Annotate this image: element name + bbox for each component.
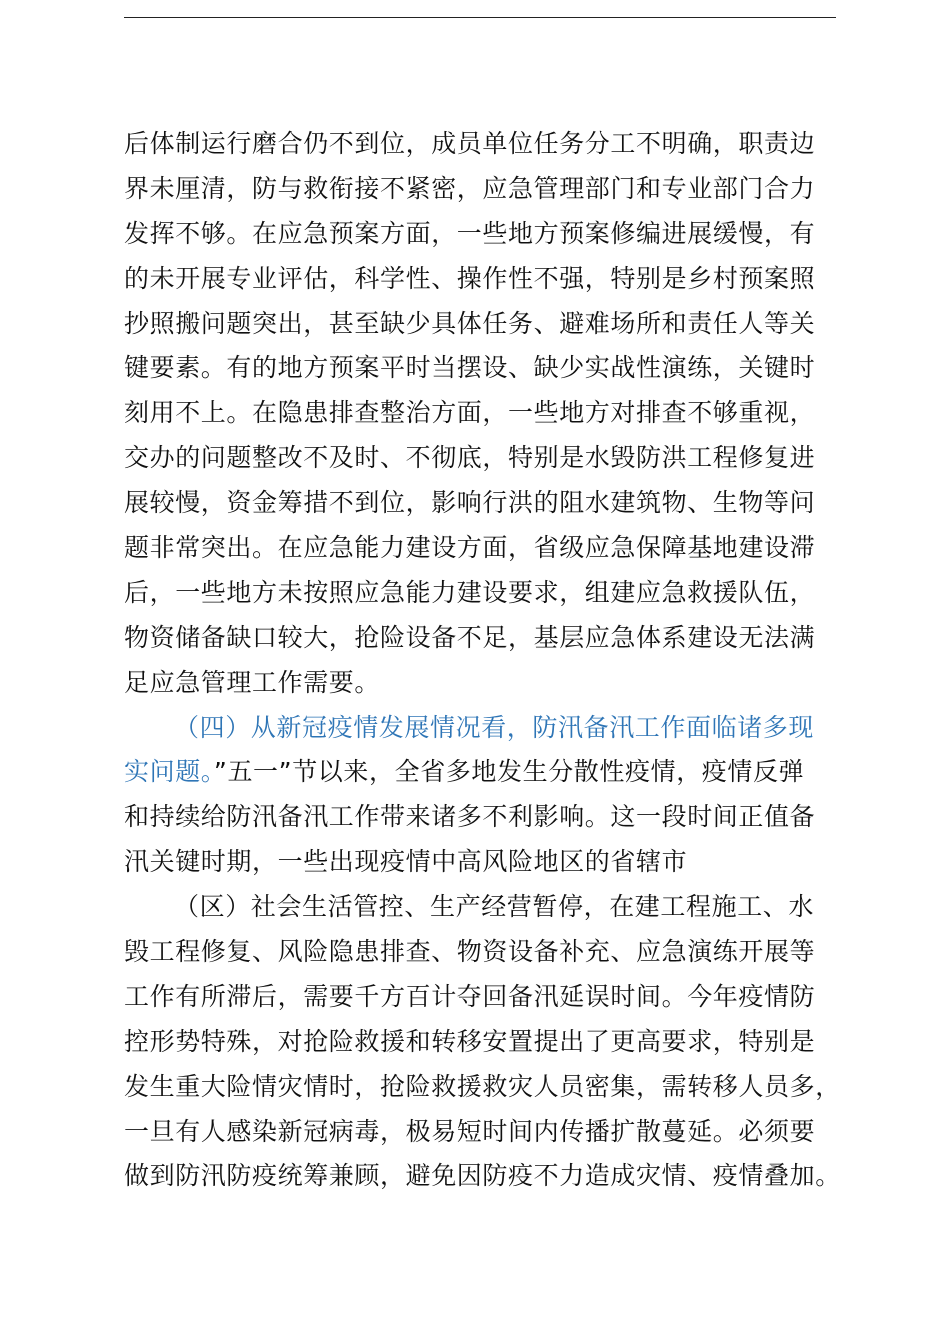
- text-line: 的未开展专业评估，科学性、操作性不强，特别是乡村预案照: [124, 263, 816, 293]
- text-line: 物资储备缺口较大，抢险设备不足，基层应急体系建设无法满: [124, 622, 816, 652]
- text-line: 抄照搬问题突出，甚至缺少具体任务、避难场所和责任人等关: [124, 308, 816, 338]
- text-line: 界未厘清，防与救衔接不紧密，应急管理部门和专业部门合力: [124, 173, 816, 203]
- text-line: 刻用不上。在隐患排查整治方面，一些地方对排查不够重视，: [124, 398, 816, 428]
- section-heading: （四）从新冠疫情发展情况看，防汛备汛工作面临诸多现: [174, 712, 815, 742]
- text-line: 控形势特殊，对抢险救援和转移安置提出了更高要求，特别是: [124, 1026, 816, 1056]
- text-line: 毁工程修复、风险隐患排查、物资设备补充、应急演练开展等: [124, 937, 816, 967]
- body-text: [124, 122, 864, 1199]
- paragraph-first-line: （区）社会生活管控、生产经营暂停，在建工程施工、水: [174, 892, 815, 922]
- text-line: 做到防汛防疫统筹兼顾，避免因防疫不力造成灾情、疫情叠加。: [124, 1161, 841, 1191]
- header-rule: [124, 17, 836, 18]
- text-line: 发生重大险情灾情时，抢险救援救灾人员密集，需转移人员多，: [124, 1071, 841, 1101]
- text-line: 后，一些地方未按照应急能力建设要求，组建应急救援队伍，: [124, 577, 816, 607]
- text-line: 后体制运行磨合仍不到位，成员单位任务分工不明确，职责边: [124, 129, 816, 158]
- text-segment: ”五一”节以来，全省多地发生分散性疫情，疫情反弹: [213, 757, 805, 787]
- text-line: [124, 750, 864, 795]
- text-line: 和持续给防汛备汛工作带来诸多不利影响。这一段时间正值备: [124, 802, 816, 832]
- text-line: 汛关键时期，一些出现疫情中高风险地区的省辖市: [124, 847, 688, 877]
- section-heading-end: 实问题。: [124, 757, 214, 787]
- text-line: 发挥不够。在应急预案方面，一些地方预案修编进展缓慢，有: [124, 218, 816, 248]
- text-line: 一旦有人感染新冠病毒，极易短时间内传播扩散蔓延。必须要: [124, 1116, 816, 1146]
- text-line: 展较慢，资金筹措不到位，影响行洪的阻水建筑物、生物等问: [124, 488, 816, 518]
- text-line: 足应急管理工作需要。: [124, 667, 381, 697]
- text-line: 键要素。有的地方预案平时当摆设、缺少实战性演练，关键时: [124, 353, 816, 383]
- text-line: 工作有所滞后，需要千方百计夺回备汛延误时间。今年疫情防: [124, 981, 816, 1011]
- text-line: 题非常突出。在应急能力建设方面，省级应急保障基地建设滞: [124, 533, 816, 563]
- text-line: 交办的问题整改不及时、不彻底，特别是水毁防洪工程修复进: [124, 443, 816, 473]
